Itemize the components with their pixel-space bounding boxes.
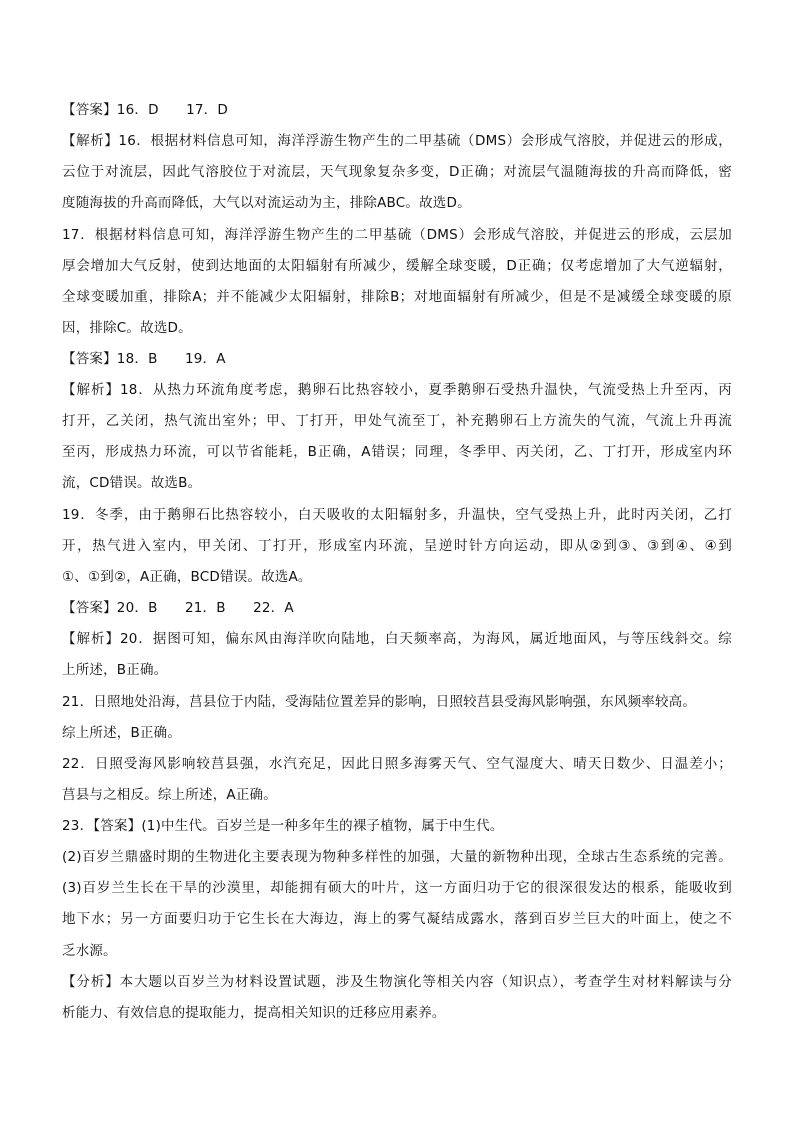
analysis-16-line-1: 【解析】16．根据材料信息可知，海洋浮游生物产生的二甲基硫（DMS）会形成气溶胶，并促进云的形成， [62, 133, 732, 149]
analysis-22-line-2: 莒县与之相反。综上所述，A正确。 [62, 787, 277, 803]
answer-23-part-3-line-3: 乏水源。 [62, 943, 117, 959]
answer-23-part-1: 23．【答案】(1)中生代。百岁兰是一种多年生的裸子植物，属于中生代。 [62, 818, 504, 834]
analysis-18-line-1: 【解析】18．从热力环流角度考虑，鹅卵石比热容较小，夏季鹅卵石受热升温快，气流受热上升至丙，丙 [62, 382, 732, 398]
analysis-17-line-1: 17．根据材料信息可知，海洋浮游生物产生的二甲基硫（DMS）会形成气溶胶，并促进云的形成，云层加 [62, 227, 732, 243]
analysis-21-line-1: 21．日照地处沿海，莒县位于内陆，受海陆位置差异的影响，日照较莒县受海风影响强，东风频率较高。 [62, 694, 697, 710]
analysis-20-line-1: 【解析】20．据图可知，偏东风由海洋吹向陆地，白天频率高，为海风，属近地面风，与等压线斜交。综 [62, 631, 732, 647]
analysis-18-line-3: 至丙，形成热力环流，可以节省能耗，B正确，A错误；同理，冬季甲、丙关闭，乙、丁打开，形成室内环 [62, 444, 732, 460]
answer-20-22: 【答案】20．B 21．B 22．A [62, 600, 294, 616]
analysis-20-line-2: 上所述，B正确。 [62, 662, 168, 678]
analysis-22-line-1: 22．日照受海风影响较莒县强，水汽充足，因此日照多海雾天气、空气湿度大、晴天日数少、日温差小； [62, 756, 732, 772]
analysis-21-line-2: 综上所述，B正确。 [62, 725, 182, 741]
analysis-23-line-1: 【分析】本大题以百岁兰为材料设置试题，涉及生物演化等相关内容（知识点），考查学生对材料解读与分 [62, 974, 732, 990]
answer-23-part-2: (2)百岁兰鼎盛时期的生物进化主要表现为物种多样性的加强，大量的新物种出现，全球古生态系统的完善。 [62, 849, 732, 865]
analysis-23-line-2: 析能力、有效信息的提取能力，提高相关知识的迁移应用素养。 [62, 1005, 446, 1021]
analysis-16-line-3: 度随海拔的升高而降低，大气以对流运动为主，排除ABC。故选D。 [62, 195, 471, 211]
analysis-16-line-2: 云位于对流层，因此气溶胶位于对流层，天气现象复杂多变，D正确；对流层气温随海拔的升高而降低，密 [62, 164, 732, 180]
answer-23-part-3-line-1: (3)百岁兰生长在干旱的沙漠里，却能拥有硕大的叶片，这一方面归功于它的很深很发达的根系，能吸收到 [62, 880, 732, 896]
answer-18-19: 【答案】18．B 19．A [62, 351, 226, 367]
analysis-17-line-3: 全球变暖加重，排除A；并不能减少太阳辐射，排除B；对地面辐射有所减少，但是不是减缓全球变暖的原 [62, 289, 732, 305]
analysis-19-line-3: ①、①到②，A正确，BCD错误。故选A。 [62, 569, 312, 585]
answer-23-part-3-line-2: 地下水；另一方面要归功于它生长在大海边，海上的雾气凝结成露水，落到百岁兰巨大的叶面上，使之不 [62, 911, 732, 927]
analysis-17-line-2: 厚会增加大气反射，使到达地面的太阳辐射有所减少，缓解全球变暖，D正确；仅考虑增加了大气逆辐射， [62, 258, 732, 274]
analysis-17-line-4: 因，排除C。故选D。 [62, 320, 192, 336]
answer-16-17: 【答案】16．D 17．D [62, 102, 228, 118]
analysis-19-line-2: 开，热气进入室内，甲关闭、丁打开，形成室内环流，呈逆时针方向运动，即从②到③、③到④、④到 [62, 538, 732, 554]
analysis-18-line-2: 打开，乙关闭，热气流出室外；甲、丁打开，甲处气流至丁，补充鹅卵石上方流失的气流，气流上升再流 [62, 413, 732, 429]
analysis-19-line-1: 19．冬季，由于鹅卵石比热容较小，白天吸收的太阳辐射多，升温快，空气受热上升，此时丙关闭，乙打 [62, 507, 732, 523]
analysis-18-line-4: 流，CD错误。故选B。 [62, 475, 202, 491]
